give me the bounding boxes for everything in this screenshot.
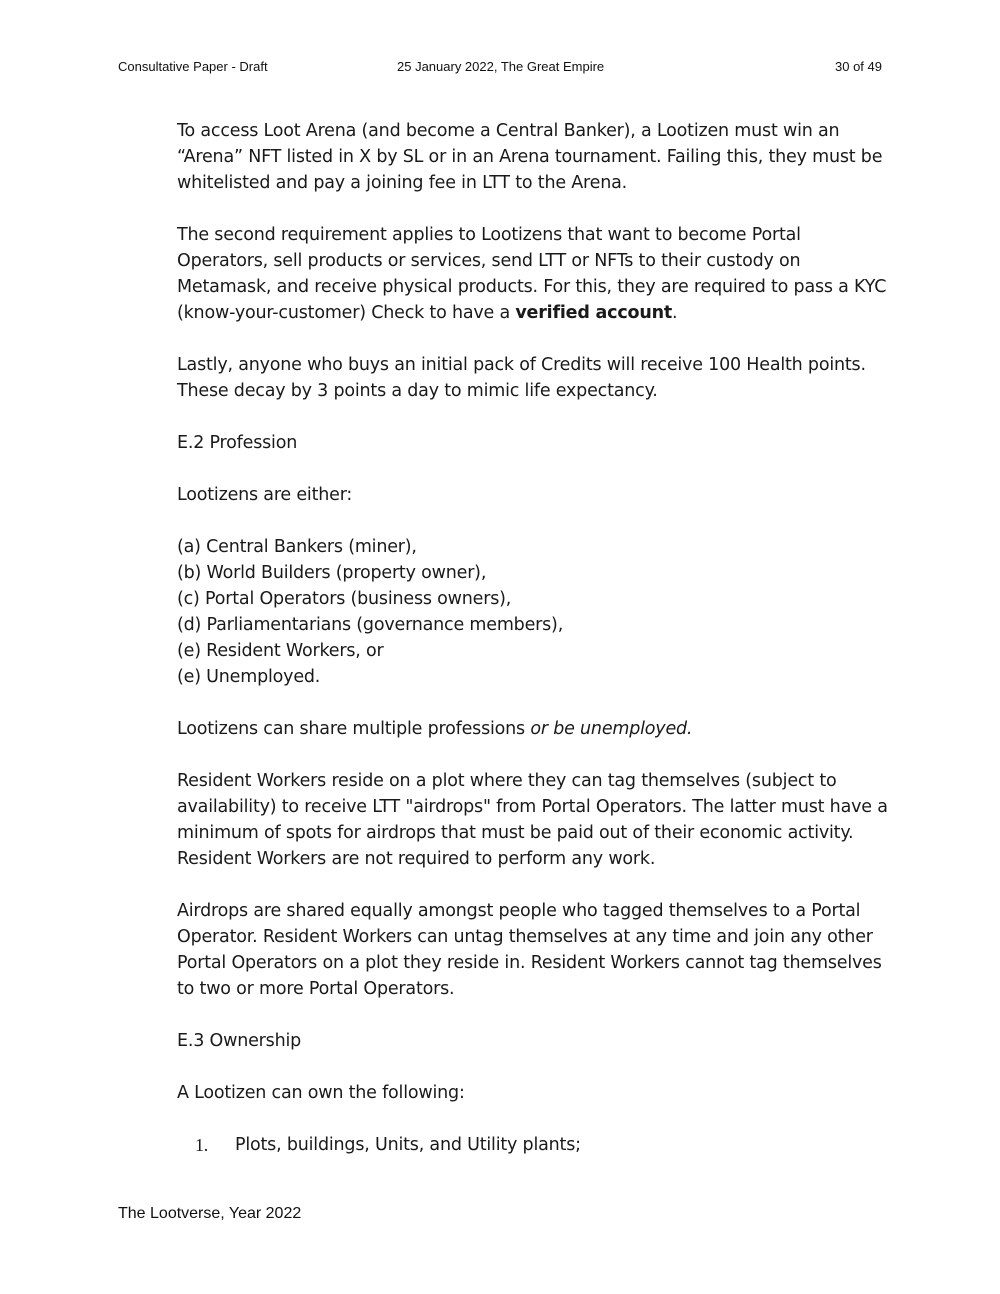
document-body (177, 118, 897, 1158)
paragraph-airdrops: Airdrops are shared equally amongst people who tagged themselves to a Portal Operator. Resident Workers can untag themselves at any time and join any other Portal Operators on a plot they reside in. Resident Workers cannot tag themselves to two or more Portal Operators. (177, 901, 882, 999)
ownership-list-item (177, 1132, 897, 1158)
header-document-title: Consultative Paper - Draft (118, 59, 268, 74)
paragraph-resident-workers: Resident Workers reside on a plot where they can tag themselves (subject to availability) to receive LTT "airdrops" from Portal Operators. The latter must have a minimum of spots for airdrops that must be paid out of their economic activity. Resident Workers are not required to perform any work. (177, 771, 888, 869)
list-item: (a) Central Bankers (miner), (177, 537, 417, 557)
paragraph-ownership-intro: A Lootizen can own the following: (177, 1083, 465, 1103)
list-item: (e) Unemployed. (177, 667, 321, 687)
profession-list (177, 534, 897, 690)
page-footer: The Lootverse, Year 2022 (118, 1205, 302, 1222)
paragraph-arena-access: To access Loot Arena (and become a Central Banker), a Lootizen must win an “Arena” NFT listed in X by SL or in an Arena tournament. Failing this, they must be whitelisted and pay a joining fee in LTT to the Arena. (177, 121, 883, 193)
paragraph-multiple-text: Lootizens can share multiple professions (177, 719, 531, 739)
paragraph-kyc-text: The second requirement applies to Lootizens that want to become Portal Operators, sell products or services, send LTT or NFTs to their custody on Metamask, and receive physical products. For this, they are required to pass a KYC (know-your-customer) Check to have a (177, 225, 887, 323)
header-date-location: 25 January 2022, The Great Empire (397, 59, 605, 74)
paragraph-multiple-professions (177, 716, 897, 742)
header-page-number: 30 of 49 (835, 59, 882, 74)
list-item: (e) Resident Workers, or (177, 641, 384, 661)
page-header (0, 59, 1000, 79)
list-item-number: 1. (195, 1135, 209, 1155)
section-heading-ownership: E.3 Ownership (177, 1031, 302, 1051)
list-item: (c) Portal Operators (business owners), (177, 589, 512, 609)
section-heading-profession: E.2 Profession (177, 433, 298, 453)
paragraph-kyc-requirement (177, 222, 897, 326)
unemployed-emphasis: or be unemployed. (530, 719, 693, 739)
paragraph-kyc-end: . (672, 303, 678, 323)
paragraph-health-points: Lastly, anyone who buys an initial pack of Credits will receive 100 Health points. These decay by 3 points a day to mimic life expectancy. (177, 355, 866, 401)
list-item: (d) Parliamentarians (governance members), (177, 615, 564, 635)
list-item-text: Plots, buildings, Units, and Utility plants; (235, 1135, 581, 1155)
list-item: (b) World Builders (property owner), (177, 563, 487, 583)
paragraph-lootizens-are: Lootizens are either: (177, 485, 353, 505)
verified-account-emphasis: verified account (515, 303, 673, 323)
